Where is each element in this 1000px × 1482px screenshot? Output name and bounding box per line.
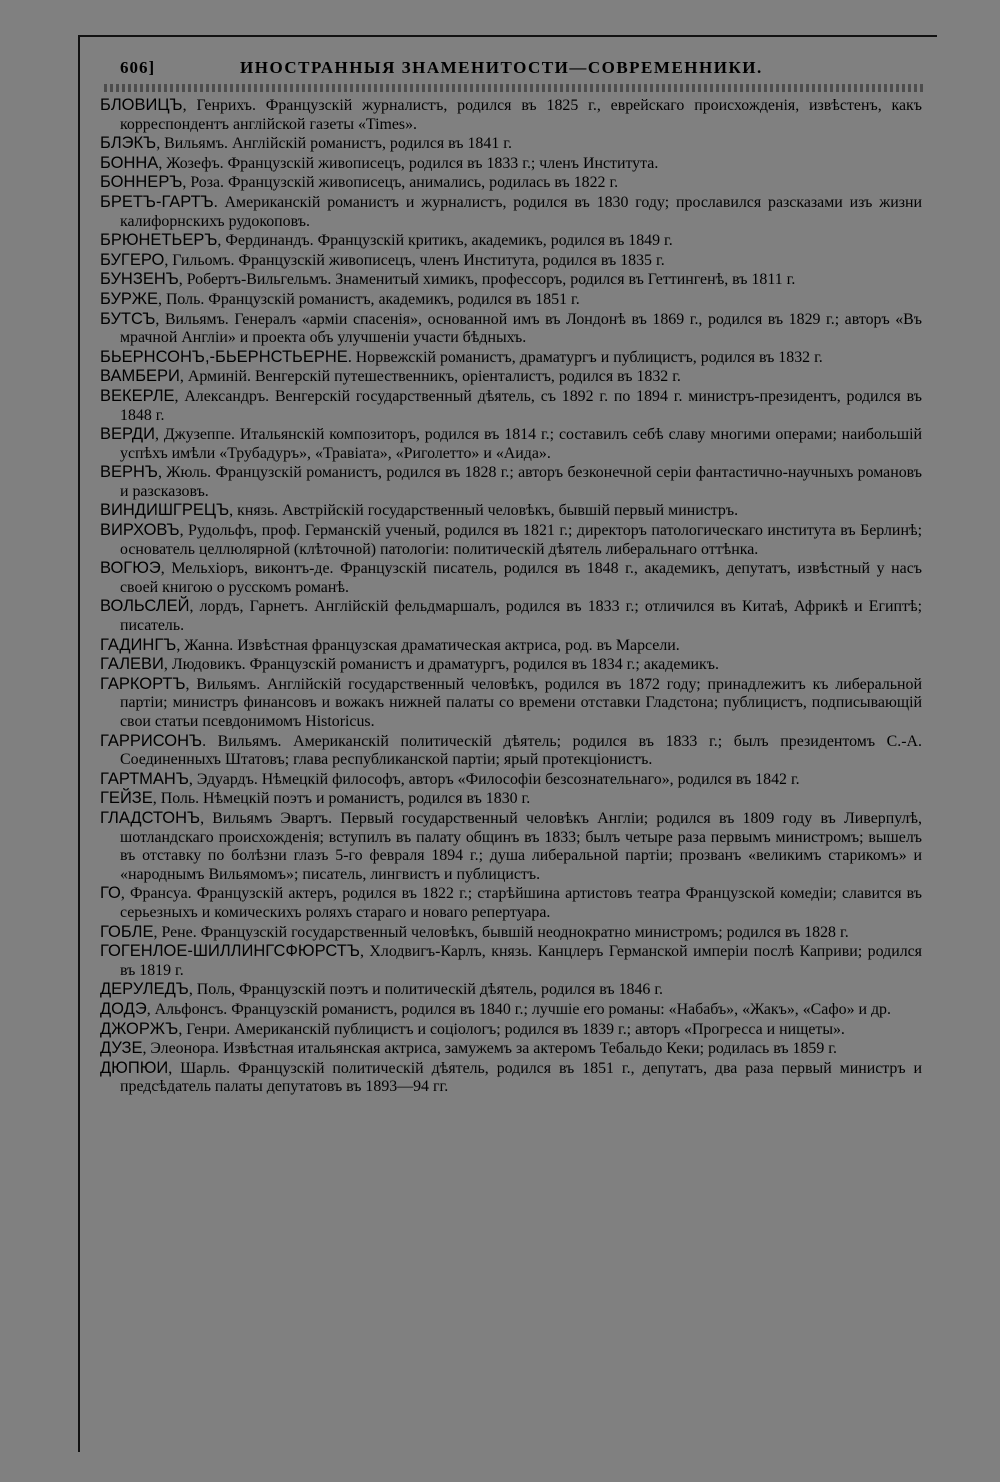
entry — [100, 1020, 922, 1040]
entry-headword: БОННА — [100, 153, 159, 172]
entry — [100, 387, 922, 425]
entry-headword: ВИРХОВЪ — [100, 521, 180, 540]
entry-text: . Американскій романистъ и журналистъ, родился въ 1830 году; прославился разсказами изъ жизни калифорнскихъ рудокоповъ. — [120, 193, 922, 230]
entry-headword: ГО — [100, 884, 121, 903]
entry-text: . Норвежскій романистъ, драматургъ и публицистъ, родился въ 1832 г. — [347, 348, 823, 366]
entry-headword: ГАРТМАНЪ — [100, 769, 189, 788]
entry — [100, 173, 922, 193]
entry-text: , Поль. Французскій романистъ, академикъ, родился въ 1851 г. — [158, 290, 580, 308]
entry-headword: ВАМБЕРИ — [100, 367, 180, 386]
entry-headword: БУГЕРО — [100, 250, 165, 269]
entry-text: , Шарль. Французскій политическій дѣятель, родился въ 1851 г., депутатъ, два раза первый министръ и предсѣдатель палаты депутатовъ въ 1893—94 гг. — [120, 1059, 922, 1096]
entry-headword: ВОГЮЭ — [100, 559, 161, 578]
entry — [100, 154, 922, 174]
entry — [100, 290, 922, 310]
entry-text: , Генрихъ. Французскій журналистъ, родился въ 1825 г., еврейскаго происхожденія, извѣстенъ, какъ корреспондентъ англійской газеты «Times». — [120, 97, 922, 133]
entry — [100, 923, 922, 943]
entry — [100, 193, 922, 231]
entry-text: , Жанна. Извѣстная французская драматическая актриса, род. въ Марсели. — [176, 636, 680, 654]
entry-headword: ГЕЙЗЕ — [100, 789, 153, 808]
entry-text: , Мельхіоръ, виконтъ-де. Французскій писатель, родился въ 1848 г., академикъ, депутатъ, извѣстный у насъ своей книгою о русскомъ романѣ. — [120, 560, 922, 596]
entry — [100, 251, 922, 271]
entry — [100, 1059, 922, 1097]
entry-headword: БУТСЪ — [100, 309, 156, 328]
entry-headword: ВОЛЬСЛЕЙ — [100, 597, 190, 616]
entry — [100, 809, 922, 884]
entry — [100, 770, 922, 790]
entry-headword: ГЛАДСТОНЪ — [100, 808, 201, 827]
entry-headword: ГОБЛЕ — [100, 922, 154, 941]
entry-text: , Робертъ-Вильгельмъ. Знаменитый химикъ, профессоръ, родился въ Геттингенѣ, въ 1811 г. — [178, 271, 796, 289]
entry — [100, 463, 922, 501]
page-number: 606] — [120, 58, 156, 77]
entry-text: , Рене. Французскій государственный человѣкъ, бывшій неоднократно министромъ; родился въ 1828 г. — [153, 923, 849, 941]
entry-headword: ГАДИНГЪ — [100, 635, 177, 654]
entry — [100, 310, 922, 348]
entry-text: , Поль. Нѣмецкій поэтъ и романистъ, родился въ 1830 г. — [152, 790, 531, 808]
entry-text: , Альфонсъ. Французскій романистъ, родился въ 1840 г.; лучшіе его романы: «Набабъ», «Жакъ», «Сафо» и др. — [146, 1000, 891, 1018]
entry-text: , Жозефъ. Французскій живописецъ, родился въ 1833 г.; членъ Института. — [158, 154, 659, 172]
entry-list — [100, 96, 922, 1097]
entry-headword: ДОДЭ — [100, 999, 147, 1018]
entry-text: , Поль, Французскій поэтъ и политическій дѣятель, родился въ 1846 г. — [188, 981, 664, 999]
entry-text: , Вильямъ. Англійскій государственный человѣкъ, родился въ 1872 году; принадлежитъ къ либеральной партіи; министръ финансовъ и вожакъ нижней палаты со времени отставки Гладстона; публицистъ, подписывающій свои статьи псевдонимомъ Historicus. — [120, 675, 922, 730]
entry-text: , Жюль. Французскій романистъ, родился въ 1828 г.; авторъ безконечной серіи фантастично-научныхъ романовъ и разсказовъ. — [120, 464, 922, 500]
entry-headword: ГАРКОРТЪ — [100, 674, 186, 693]
entry-text: , Роза. Французскій живописецъ, анимались, родилась въ 1822 г. — [182, 174, 619, 192]
entry — [100, 636, 922, 656]
entry-text: , лордъ, Гарнетъ. Англійскій фельдмаршалъ, родился въ 1833 г.; отличился въ Китаѣ, Африкѣ и Египтѣ; писатель. — [120, 598, 922, 635]
entry — [100, 1039, 922, 1059]
entry — [100, 732, 922, 770]
entry — [100, 425, 922, 463]
entry — [100, 789, 922, 809]
entry-text: , Хлодвигъ-Карлъ, князь. Канцлеръ Германской имперіи послѣ Каприви; родился въ 1819 г. — [120, 943, 922, 979]
entry-text: , Генри. Американскій публицистъ и соціологъ; родился въ 1839 г.; авторъ «Прогресса и нищеты». — [178, 1020, 845, 1038]
entry-text: , Арминій. Венгерскій путешественникъ, оріенталистъ, родился въ 1832 г. — [179, 368, 681, 386]
entry-text: , Фердинандъ. Французскій критикъ, академикъ, родился въ 1849 г. — [217, 232, 673, 250]
entry — [100, 96, 922, 134]
entry — [100, 231, 922, 251]
entry-text: . Вильямъ. Американскій политическій дѣятель; родился въ 1833 г.; былъ президентомъ С.-А. Соединенныхъ Штатовъ; глава республиканской партіи; ярый протекціонистъ. — [120, 732, 922, 769]
entry — [100, 270, 922, 290]
entry-headword: БЬЕРНСОНЪ,-БЬЕРНСТЬЕРНЕ — [100, 347, 348, 366]
entry-text: , князь. Австрійскій государственный человѣкъ, бывшій первый министръ. — [229, 502, 739, 520]
entry — [100, 501, 922, 521]
entry — [100, 655, 922, 675]
entry-headword: ВЕРНЪ — [100, 463, 158, 482]
entry — [100, 348, 922, 368]
entry-text: , Гильомъ. Французскій живописецъ, членъ Института, родился въ 1835 г. — [164, 251, 665, 269]
running-title: ИНОСТРАННЫЯ ЗНАМЕНИТОСТИ—СОВРЕМЕННИКИ. — [240, 58, 763, 77]
entry-headword: БОННЕРЪ — [100, 173, 183, 192]
entry — [100, 942, 922, 980]
entry-text: , Элеонора. Извѣстная итальянская актриса, замужемъ за актеромъ Тебальдо Кеки; родилась въ 1859 г. — [142, 1040, 837, 1058]
entry-text: , Вильямъ Эвартъ. Первый государственный человѣкъ Англіи; родился въ 1809 году въ Ливерпулѣ, шотландскаго происхожденія; вступилъ въ палату общинъ въ 1833; былъ четыре раза первымъ министромъ; вышелъ въ отставку по болѣзни глазъ 5-го февраля 1894 г.; душа либеральной партіи; прозванъ «великимъ старикомъ» и «народнымъ Вильямомъ»; писатель, лингвистъ и публицистъ. — [120, 809, 922, 883]
entry-headword: БРЕТЪ-ГАРТЪ — [100, 192, 214, 211]
entry-headword: ДЮПЮИ — [100, 1058, 169, 1077]
entry-text: , Джузеппе. Итальянскій композиторъ, родился въ 1814 г.; составилъ себѣ славу многими операми; наибольшій успѣхъ имѣли «Трубадуръ», «Травіата», «Риголетто» и «Аида». — [120, 426, 922, 462]
entry-text: , Эдуардъ. Нѣмецкій философъ, авторъ «Философіи безсознательнаго», родился въ 1842 г. — [188, 770, 800, 788]
entry-headword: ВЕРДИ — [100, 425, 155, 444]
entry-text: , Александръ. Венгерскій государственный дѣятель, съ 1892 г. по 1894 г. министръ-президентъ, родился въ 1848 г. — [120, 387, 922, 424]
entry — [100, 134, 922, 154]
entry-headword: ДЖОРЖЪ — [100, 1019, 179, 1038]
entry-headword: ДУЗЕ — [100, 1039, 143, 1058]
entry-headword: БУРЖЕ — [100, 289, 158, 308]
entry-headword: БЛОВИЦЪ — [100, 96, 183, 114]
entry-headword: ВИНДИШГРЕЦЪ — [100, 501, 230, 520]
entry-headword: ГАРРИСОНЪ — [100, 731, 203, 750]
entry — [100, 559, 922, 597]
entry-headword: ГАЛЕВИ — [100, 655, 164, 674]
entry-headword: ГОГЕНЛОЕ-ШИЛЛИНГСФЮРСТЪ — [100, 942, 360, 961]
entry — [100, 521, 922, 559]
header-rule — [104, 84, 924, 92]
entry-headword: БРЮНЕТЬЕРЪ — [100, 231, 218, 250]
entry-headword: ВЕКЕРЛЕ — [100, 386, 175, 405]
entry — [100, 675, 922, 732]
entry-text: , Вильямъ. Англійскій романистъ, родился въ 1841 г. — [156, 135, 512, 153]
entry — [100, 597, 922, 635]
entry-headword: БУНЗЕНЪ — [100, 270, 179, 289]
entry — [100, 980, 922, 1000]
entry-headword: ДЕРУЛЕДЪ — [100, 980, 189, 999]
page-header — [120, 58, 940, 84]
entry — [100, 367, 922, 387]
entry-text: , Рудольфъ, проф. Германскій ученый, родился въ 1821 г.; директоръ патологическаго института въ Берлинѣ; основатель целлюлярной (клѣточной) патологіи: политическій дѣятель либеральнаго оттѣнка. — [120, 522, 922, 558]
entry — [100, 1000, 922, 1020]
entry — [100, 884, 922, 922]
entry-text: , Людовикъ. Французскій романистъ и драматургъ, родился въ 1834 г.; академикъ. — [163, 656, 719, 674]
entry-text: , Франсуа. Французскій актеръ, родился въ 1822 г.; старѣйшина артистовъ театра Французской комедіи; славится въ серьезныхъ и комическихъ роляхъ стараго и новаго репертуара. — [120, 885, 922, 921]
entry-text: , Вильямъ. Генералъ «арміи спасенія», основанной имъ въ Лондонѣ въ 1869 г., родился въ 1829 г.; авторъ «Въ мрачной Англіи» и проекта объ улучшеніи участи бѣдныхъ. — [120, 310, 922, 347]
entry-headword: БЛЭКЪ — [100, 134, 157, 153]
